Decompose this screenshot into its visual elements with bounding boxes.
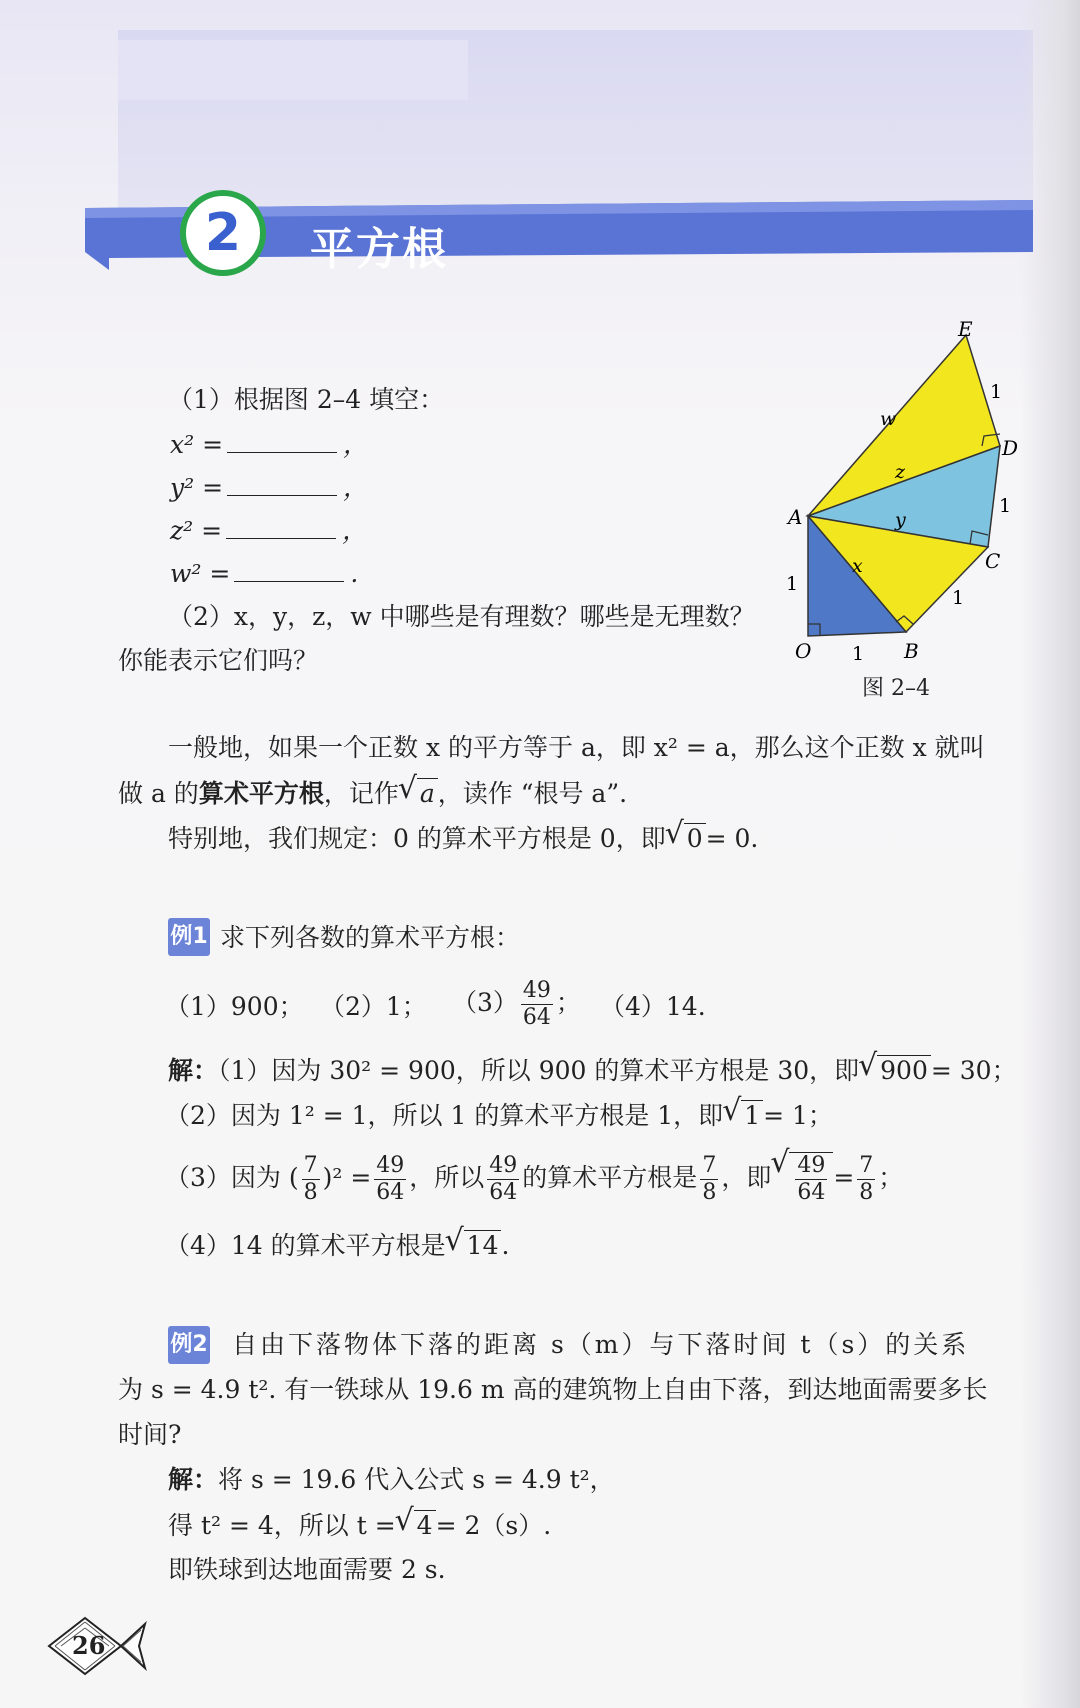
example-1-item-3-end: ；	[555, 988, 581, 1017]
example-2-solution-1	[168, 1465, 615, 1495]
page-number: 26	[72, 1631, 106, 1660]
solution-2-end: = 1；	[763, 1101, 833, 1130]
example-1-item-3	[452, 980, 581, 1029]
q1-line-x-label: x² =	[170, 430, 224, 459]
label-c: C	[985, 549, 1001, 573]
example-1-prompt: 求下列各数的算术平方根：	[220, 923, 521, 952]
example-2-solution-2	[168, 1510, 551, 1541]
example-1-tag: 例1	[168, 918, 210, 956]
definition-line2-mid: ，记作	[323, 779, 399, 808]
q1-line-y-label: y² =	[170, 473, 224, 502]
solution-3-f: =	[833, 1163, 855, 1192]
fraction-49-64	[487, 1155, 519, 1204]
solution-3-b: )² =	[322, 1163, 372, 1192]
fraction-numerator: 7	[303, 1153, 318, 1178]
fraction-denominator: 64	[489, 1180, 518, 1205]
example-1-solution-3	[165, 1152, 903, 1204]
example-2-solution-3: 即铁球到达地面需要 2 s.	[168, 1555, 446, 1584]
solution-1-end: = 30；	[930, 1056, 1017, 1085]
label-one-cb: 1	[952, 587, 965, 609]
example-1-item-2: （2）1；	[320, 992, 427, 1021]
definition-line2	[118, 778, 627, 809]
solution-3-a: （3）因为 (	[165, 1163, 299, 1192]
sqrt-a: √ a	[417, 778, 438, 809]
label-b: B	[904, 639, 919, 663]
fraction-7-8	[302, 1155, 320, 1204]
q1-line-y-end: ，	[343, 473, 369, 502]
fraction-7-8	[700, 1155, 718, 1204]
example-2-line3: 时间?	[118, 1420, 182, 1449]
fraction-49-64	[795, 1155, 827, 1204]
sqrt-4: √ 4	[414, 1510, 436, 1541]
example-1-item-4: （4）14.	[600, 992, 706, 1021]
fraction-denominator: 64	[376, 1180, 405, 1205]
label-one-ao: 1	[786, 573, 799, 595]
example-2-solution-2-text: 得 t² = 4，所以 t =	[168, 1511, 396, 1540]
definition-line3-pre: 特别地，我们规定：0 的算术平方根是 0，即	[168, 824, 666, 853]
label-one-dc: 1	[999, 495, 1012, 517]
solution-3-d: 的算术平方根是	[522, 1163, 698, 1192]
sqrt-49-64	[789, 1152, 833, 1204]
definition-line1: 一般地，如果一个正数 x 的平方等于 a，即 x² = a，那么这个正数 x 就叫	[168, 733, 985, 762]
example-2-tag: 例2	[168, 1326, 210, 1364]
figure-caption: 图 2–4	[862, 676, 930, 701]
solution-3-end: ；	[878, 1163, 904, 1192]
figure-2-4	[780, 320, 1020, 700]
solution-2-text: （2）因为 1² = 1，所以 1 的算术平方根是 1，即	[165, 1101, 724, 1130]
fraction-denominator: 64	[522, 1005, 551, 1030]
blank-line	[226, 520, 336, 539]
solution-4-text: （4）14 的算术平方根是	[165, 1231, 446, 1260]
q2-line2: 你能表示它们吗？	[118, 646, 319, 675]
fraction-numerator: 49	[376, 1153, 405, 1178]
q2-line1: （2）x，y，z，w 中哪些是有理数？哪些是无理数？	[168, 602, 755, 631]
sqrt-1: √ 1	[741, 1100, 763, 1131]
label-w: w	[880, 408, 897, 430]
fraction-49-64	[521, 980, 553, 1029]
label-one-ob: 1	[852, 643, 865, 665]
sqrt-0: √ 0	[684, 823, 706, 854]
section-title: 平方根	[310, 224, 448, 275]
example-2-solution-2-end: = 2（s）.	[435, 1511, 552, 1540]
fraction-numerator: 7	[702, 1153, 717, 1178]
q1-line-z-label: z² =	[170, 516, 223, 545]
fraction-denominator: 8	[303, 1180, 318, 1205]
label-a: A	[788, 505, 803, 529]
definition-line2-post: ，读作 “根号 a”.	[437, 779, 628, 808]
fraction-numerator: √ 49	[797, 1153, 826, 1178]
q1-intro: （1）根据图 2–4 填空：	[168, 385, 445, 414]
label-d: D	[1002, 436, 1019, 460]
example-2-solution-1-text: 将 s = 19.6 代入公式 s = 4.9 t²，	[218, 1465, 615, 1494]
fraction-denominator: 64	[797, 1180, 826, 1205]
example-1-solution-1	[168, 1055, 1017, 1086]
blank-line	[234, 563, 344, 582]
q1-line-y	[170, 473, 368, 503]
example-1-item-3-label: （3）	[452, 988, 518, 1017]
section-number-badge	[180, 190, 266, 276]
label-one-ed: 1	[990, 381, 1003, 403]
section-number: 2	[204, 203, 242, 263]
fraction-numerator: 7	[859, 1153, 874, 1178]
solution-3-e: ，即	[721, 1163, 772, 1192]
top-color-band-highlight	[118, 40, 468, 100]
q1-line-w	[170, 559, 358, 589]
example-2-line2: 为 s = 4.9 t². 有一铁球从 19.6 m 高的建筑物上自由下落，到达地面需要多长	[118, 1375, 988, 1404]
example-2-line1: 自由下落物体下落的距离 s（m）与下落时间 t（s）的关系	[232, 1330, 970, 1359]
fraction-denominator: 8	[702, 1180, 717, 1205]
fraction-numerator: 49	[489, 1153, 518, 1178]
example-1-item-1: （1）900；	[165, 992, 304, 1021]
solution-4-end: .	[501, 1231, 510, 1260]
blank-line	[227, 434, 337, 453]
solution-label: 解：	[168, 1465, 219, 1494]
q1-line-x-end: ，	[343, 430, 369, 459]
label-o: O	[795, 639, 812, 663]
q1-line-w-end: .	[350, 559, 359, 588]
q1-line-z	[170, 516, 367, 546]
definition-line2-pre: 做 a 的	[118, 779, 199, 808]
blank-line	[227, 477, 337, 496]
q1-line-z-end: ，	[342, 516, 368, 545]
example-1-solution-2	[165, 1100, 833, 1131]
fraction-49-64	[374, 1155, 406, 1204]
label-y: y	[895, 509, 906, 531]
definition-line3-post: = 0.	[705, 824, 759, 853]
q1-line-x	[170, 430, 368, 460]
sqrt-900: √ 900	[877, 1055, 931, 1086]
example-1-solution-4	[165, 1230, 509, 1261]
definition-line3	[168, 823, 758, 854]
solution-label: 解：	[168, 1056, 219, 1085]
q1-line-w-label: w² =	[170, 559, 231, 588]
fraction-denominator: 8	[859, 1180, 874, 1205]
term-arithmetic-square-root: 算术平方根	[198, 779, 324, 808]
label-x: x	[852, 555, 863, 577]
solution-1-text: （1）因为 30² = 900，所以 900 的算术平方根是 30，即	[218, 1056, 860, 1085]
solution-3-c: ，所以	[409, 1163, 485, 1192]
fraction-7-8	[857, 1155, 875, 1204]
fraction-numerator: 49	[522, 978, 551, 1003]
label-z: z	[895, 461, 906, 483]
sqrt-14: √ 14	[464, 1230, 502, 1261]
label-e: E	[958, 320, 973, 341]
